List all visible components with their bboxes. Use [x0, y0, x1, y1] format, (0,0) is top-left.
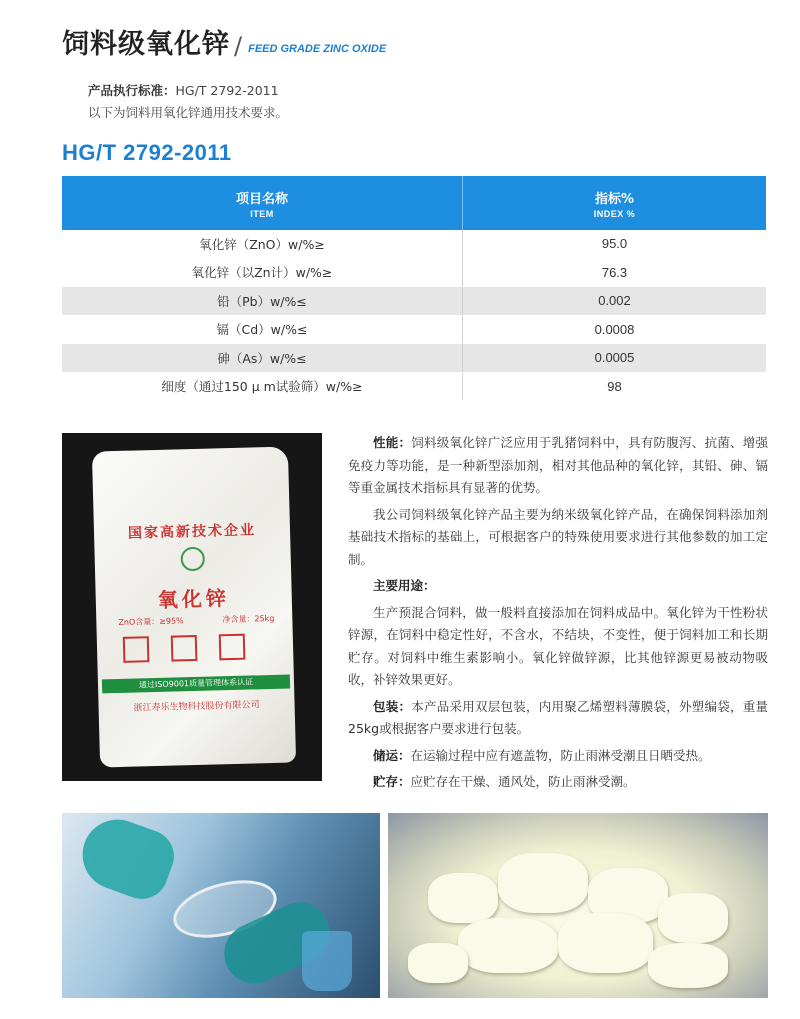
table-row: [62, 373, 766, 402]
row-item: 镉（Cd）w/%≤: [62, 316, 463, 344]
performance-paragraph: [348, 432, 768, 500]
row-value: 95.0: [601, 236, 628, 252]
usage-label: 主要用途：: [373, 578, 436, 593]
page-subtitle-en: FEED GRADE ZINC OXIDE: [248, 43, 387, 55]
performance-label: 性能：: [373, 435, 412, 450]
row-value: 0.0005: [594, 350, 635, 366]
storage-label: 贮存：: [373, 774, 411, 789]
table-row: [62, 230, 766, 259]
page-title: 饲料级氧化锌: [62, 29, 230, 60]
row-item: 砷（As）w/%≤: [62, 344, 463, 372]
header-item: [62, 176, 463, 230]
lab-photo: [62, 813, 380, 998]
powder-clump: [458, 918, 558, 973]
title-separator: /: [234, 32, 243, 60]
row-item: 氧化锌（ZnO）w/%≥: [62, 230, 463, 258]
page-header: [62, 22, 386, 62]
description-block: [348, 432, 768, 798]
intro-text: 以下为饲料用氧化锌通用技术要求。: [88, 105, 289, 120]
powder-clump: [498, 853, 588, 913]
table-header: [62, 176, 766, 230]
header-index-en: INDEX %: [593, 208, 636, 219]
row-value: 0.002: [598, 293, 631, 309]
performance-text: 饲料级氧化锌广泛应用于乳猪饲料中，具有防腹泻、抗菌、增强免疫力等功能，是一种新型添加剂，相对其他品种的氧化锌，其铅、砷、镉等重金属技术指标具有显著的优势。: [348, 435, 768, 495]
umbrella-icon: [171, 635, 198, 662]
header-index-cn: 指标%: [594, 191, 635, 207]
usage-paragraph: 生产预混合饲料，做一般料直接添加在饲料成品中。氧化锌为干性粉状锌源，在饲料中稳定性好，不含水，不结块，不变性，便于饲料加工和长期贮存。对饲料中维生素影响小。氧化锌做锌源，比其他锌源更易被动物吸收，补锌效果更好。: [348, 604, 768, 687]
glove-left: [73, 813, 182, 906]
bag-spec-weight: 净含量：25kg: [222, 613, 275, 625]
table-row: [62, 259, 766, 288]
bag-company-bottom: 浙江寿乐生物科技股份有限公司: [133, 700, 260, 714]
flask: [302, 931, 352, 991]
powder-clump: [428, 873, 498, 923]
usage-heading: [348, 575, 768, 598]
row-value: 76.3: [601, 264, 628, 280]
transport-label: 储运：: [373, 747, 411, 763]
powder-clump: [658, 893, 728, 943]
standard-heading: HG/T 2792-2011: [62, 140, 232, 165]
powder-clump: [648, 943, 728, 988]
header-item-en: ITEM: [250, 208, 274, 219]
row-item: 细度（通过150 μ m试验筛）w/%≥: [62, 373, 463, 401]
bag-logo-icon: [180, 547, 205, 572]
bag-company-top: 国家高新技术企业: [127, 522, 257, 542]
bag-illustration: [92, 446, 296, 767]
storage-text: 应贮存在干燥、通风处，防止雨淋受潮。: [410, 774, 636, 789]
bag-product-name: 氧化锌: [157, 586, 231, 612]
spec-table: [62, 176, 766, 401]
packing-label: 包装：: [373, 698, 412, 714]
row-value: 98: [607, 378, 622, 394]
standard-label: 产品执行标准：: [88, 83, 176, 98]
bag-spec-zno: ZnO含量：≥95%: [118, 616, 184, 627]
table-row: [62, 287, 766, 316]
company-paragraph: 我公司饲料级氧化锌产品主要为纳米级氧化锌产品，在确保饲料添加剂基础技术指标的基础上，可根据客户的特殊使用要求进行其他参数的加工定制。: [348, 506, 768, 567]
intro-block: [88, 80, 288, 124]
row-item: 铅（Pb）w/%≤: [62, 287, 463, 315]
transport-text: 在运输过程中应有遮盖物，防止雨淋受潮且日晒受热。: [410, 747, 711, 763]
header-index: [463, 176, 766, 230]
fragile-icon: [123, 636, 150, 663]
product-bag-photo: [62, 433, 322, 781]
header-item-cn: 项目名称: [235, 191, 288, 207]
packing-text: 本产品采用双层包装，内用聚乙烯塑料薄膜袋，外塑编袋，重量25kg或根据客户要求进行包装。: [348, 698, 768, 736]
packing-paragraph: [348, 696, 768, 741]
row-value: 0.0008: [594, 321, 635, 337]
powder-clump: [408, 943, 468, 983]
powder-clump: [558, 913, 653, 973]
table-row: [62, 316, 766, 345]
temperature-icon: [219, 634, 246, 661]
bag-spec-line: [118, 613, 274, 628]
standard-line: [88, 80, 288, 102]
transport-paragraph: [348, 745, 768, 768]
table-row: [62, 344, 766, 373]
bag-handling-icons: [123, 634, 246, 663]
bag-certification-band: 通过ISO9001质量管理体系认证: [102, 675, 290, 694]
powder-photo: [388, 813, 768, 998]
row-item: 氧化锌（以Zn计）w/%≥: [62, 259, 463, 287]
standard-value: HG/T 2792-2011: [175, 83, 279, 98]
storage-paragraph: [348, 771, 768, 794]
